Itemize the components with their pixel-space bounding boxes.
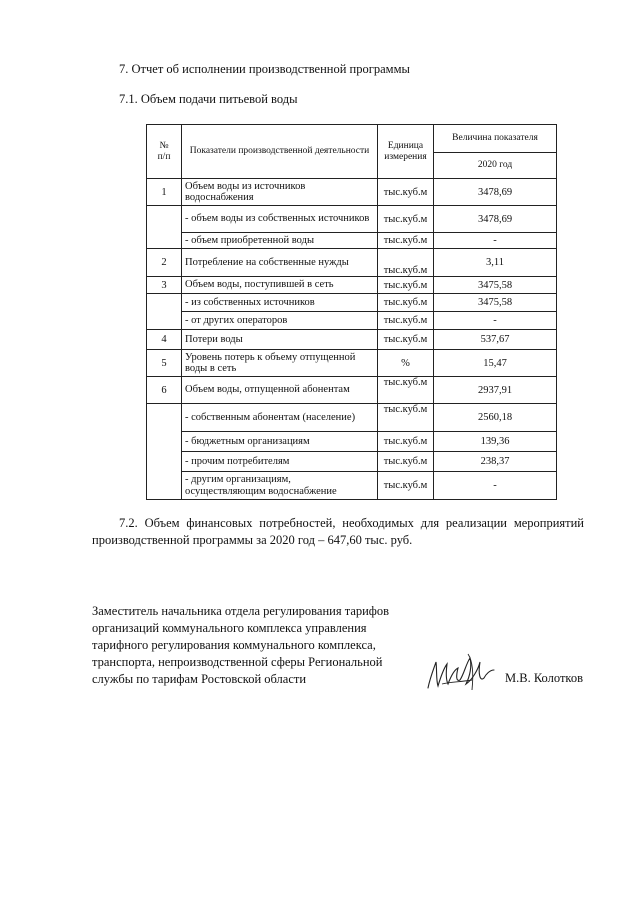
row-unit: тыс.куб.м (378, 377, 434, 404)
row-value: 3478,69 (434, 206, 557, 233)
water-supply-table (146, 124, 557, 500)
row-unit: тыс.куб.м (378, 206, 434, 233)
row-num: 4 (147, 330, 182, 350)
row-value: 3475,58 (434, 277, 557, 294)
row-num (147, 452, 182, 472)
row-value: - (434, 312, 557, 330)
table-row (147, 350, 557, 377)
row-name: Объем воды, отпущенной абонентам (182, 377, 378, 404)
table-row (147, 179, 557, 206)
row-value: - (434, 472, 557, 500)
table-row (147, 452, 557, 472)
table-row (147, 233, 557, 249)
row-name: Уровень потерь к объему отпущенной воды в сеть (182, 350, 378, 377)
row-unit: тыс.куб.м (378, 179, 434, 206)
row-num: 3 (147, 277, 182, 294)
row-name: - из собственных источников (182, 294, 378, 312)
table-row (147, 432, 557, 452)
row-value: 3475,58 (434, 294, 557, 312)
row-name: - объем приобретенной воды (182, 233, 378, 249)
row-name: Потери воды (182, 330, 378, 350)
row-unit: тыс.куб.м (378, 277, 434, 294)
row-num: 1 (147, 179, 182, 206)
subsection-title: 7.1. Объем подачи питьевой воды (119, 92, 298, 106)
row-value: - (434, 233, 557, 249)
table-row (147, 377, 557, 404)
row-value: 3,11 (434, 249, 557, 277)
row-num (147, 294, 182, 312)
row-value: 139,36 (434, 432, 557, 452)
row-name: - бюджетным организациям (182, 432, 378, 452)
table-row (147, 330, 557, 350)
table-row (147, 294, 557, 312)
row-num (147, 206, 182, 233)
row-value: 3478,69 (434, 179, 557, 206)
row-name: - от других операторов (182, 312, 378, 330)
table-row (147, 277, 557, 294)
header-year: 2020 год (434, 153, 557, 179)
row-value: 2560,18 (434, 404, 557, 432)
row-name: Объем воды, поступившей в сеть (182, 277, 378, 294)
table-row (147, 206, 557, 233)
header-num: № п/п (147, 125, 182, 179)
row-unit: % (378, 350, 434, 377)
signatory-name: М.В. Колотков (505, 671, 584, 685)
header-indicator: Показатели производственной деятельности (182, 125, 378, 179)
row-value: 238,37 (434, 452, 557, 472)
header-value: Величина показателя (434, 125, 557, 153)
table-row (147, 249, 557, 277)
row-unit: тыс.куб.м (378, 432, 434, 452)
row-unit: тыс.куб.м (378, 472, 434, 500)
row-unit: тыс.куб.м (378, 249, 434, 277)
row-num (147, 312, 182, 330)
table-row (147, 312, 557, 330)
row-unit: тыс.куб.м (378, 312, 434, 330)
table-row (147, 404, 557, 432)
handwritten-signature (420, 640, 500, 700)
row-name: Потребление на собственные нужды (182, 249, 378, 277)
row-num: 6 (147, 377, 182, 404)
row-num: 5 (147, 350, 182, 377)
row-name: - объем воды из собственных источников (182, 206, 378, 233)
row-unit: тыс.куб.м (378, 404, 434, 432)
row-name: - собственным абонентам (население) (182, 404, 378, 432)
financial-needs-paragraph: 7.2. Объем финансовых потребностей, необходимых для реализации мероприятий производственной программы за 2020 год – 647,60 тыс. руб. (92, 516, 584, 547)
table-row (147, 472, 557, 500)
row-unit: тыс.куб.м (378, 294, 434, 312)
row-num (147, 404, 182, 432)
section-title: 7. Отчет об исполнении производственной программы (119, 62, 410, 76)
row-num (147, 432, 182, 452)
signatory-position: Заместитель начальника отдела регулирования тарифов организаций коммунального комплекса управления тарифного регулирования коммунального комплекса, транспорта, непроизводственной сферы Региональной службы по тарифам Ростовской области (92, 604, 390, 686)
row-unit: тыс.куб.м (378, 330, 434, 350)
row-num (147, 233, 182, 249)
row-value: 15,47 (434, 350, 557, 377)
row-num (147, 472, 182, 500)
row-unit: тыс.куб.м (378, 233, 434, 249)
row-num: 2 (147, 249, 182, 277)
row-unit: тыс.куб.м (378, 452, 434, 472)
header-unit: Единица измерения (378, 125, 434, 179)
row-value: 2937,91 (434, 377, 557, 404)
row-name: - другим организациям, осуществляющим водоснабжение (182, 472, 378, 500)
row-value: 537,67 (434, 330, 557, 350)
row-name: - прочим потребителям (182, 452, 378, 472)
row-name: Объем воды из источников водоснабжения (182, 179, 378, 206)
